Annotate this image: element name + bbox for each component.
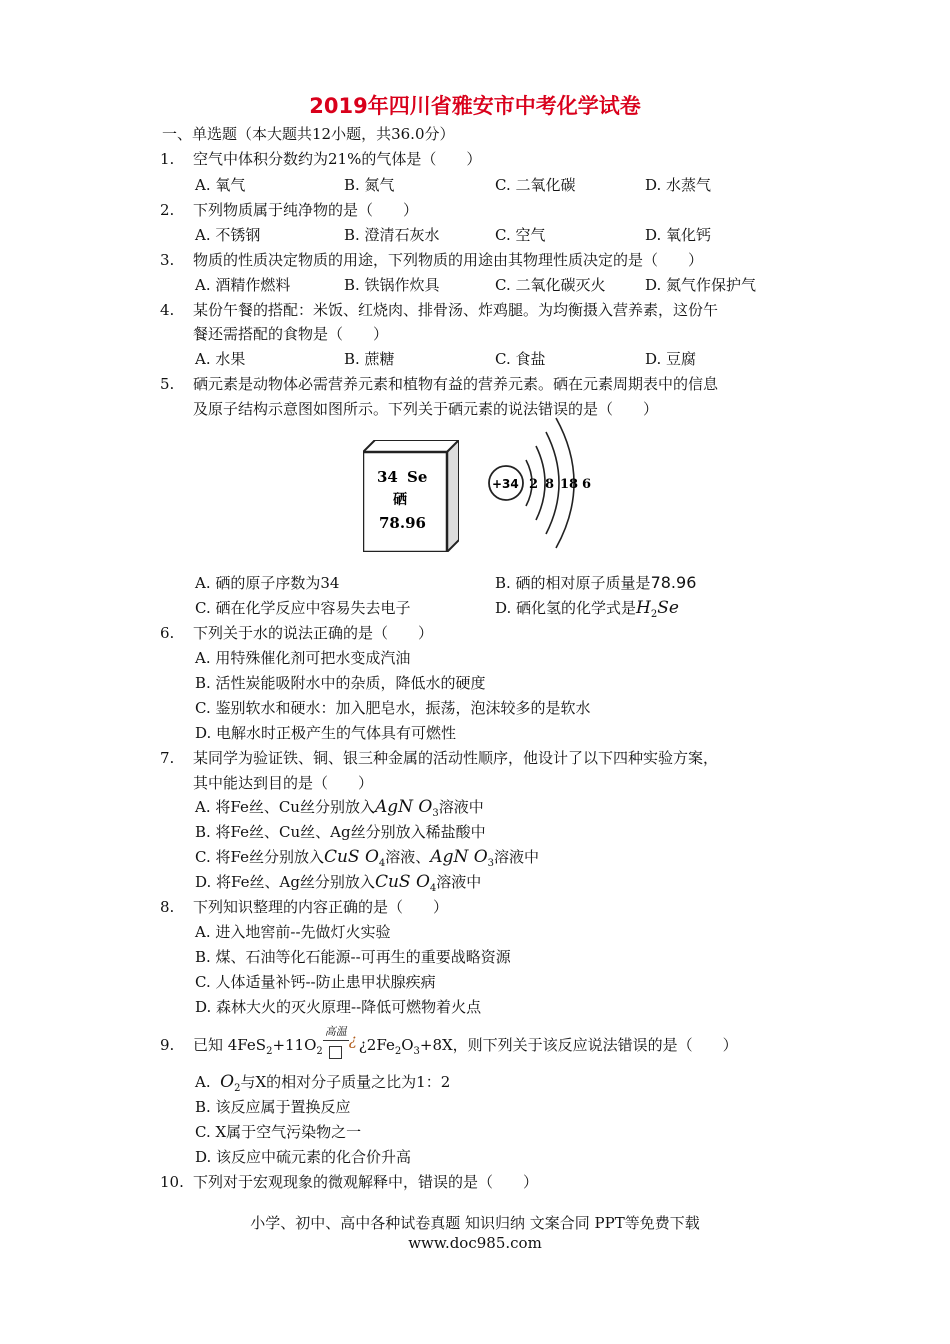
q4-option-b: B. 蔗糖 [344, 350, 395, 368]
q7-option-c: C. 将Fe丝分别放入CuS $O_4$溶液、AgN $O_3$溶液中 [195, 847, 540, 869]
q2-option-d: D. 氧化钙 [645, 226, 712, 244]
exam-title: 2019年四川省雅安市中考化学试卷 [309, 94, 641, 118]
q3-option-b: B. 铁锅作炊具 [344, 276, 440, 294]
q3-number: 3. [160, 251, 175, 269]
q8-option-a: A. 进入地窖前--先做灯火实验 [195, 923, 391, 941]
element-atomic-number: 34 [377, 468, 398, 486]
shell-1-electrons: 2 [529, 477, 539, 492]
element-name: 硒 [393, 492, 407, 508]
q4-stem-line1: 某份午餐的搭配：米饭、红烧肉、排骨汤、炸鸡腿。为均衡摄入营养素，这份午 [193, 301, 719, 319]
nucleus-charge: +34 [492, 477, 519, 491]
q1-option-c: C. 二氧化碳 [495, 176, 576, 194]
section-heading: 一、单选题（本大题共12小题，共36.0分） [162, 125, 455, 143]
q7-option-d: D. 将Fe丝、Ag丝分别放入CuS $O_4$溶液中 [195, 872, 482, 894]
q3-option-d: D. 氮气作保护气 [645, 276, 757, 294]
q5-option-a: A. 硒的原子序数为34 [195, 574, 340, 592]
q5-stem-line2: 及原子结构示意图如图所示。下列关于硒元素的说法错误的是（ ） [193, 400, 659, 418]
q7-option-a: A. 将Fe丝、Cu丝分别放入AgN $O_3$溶液中 [195, 797, 484, 819]
q3-stem: 物质的性质决定物质的用途，下列物质的用途由其物理性质决定的是（ ） [193, 251, 704, 269]
q6-option-d: D. 电解水时正极产生的气体具有可燃性 [195, 724, 457, 742]
q1-stem: 空气中体积分数约为21%的气体是（ ） [193, 150, 482, 168]
q7-stem-line2: 其中能达到目的是（ ） [193, 774, 374, 792]
q2-number: 2. [160, 201, 175, 219]
q8-stem: 下列知识整理的内容正确的是（ ） [193, 898, 449, 916]
q8-option-d: D. 森林大火的灭火原理--降低可燃物着火点 [195, 998, 482, 1016]
q1-number: 1. [160, 150, 175, 168]
q2-option-b: B. 澄清石灰水 [344, 226, 440, 244]
q5-option-b: B. 硒的相对原子质量是78.96 [495, 573, 697, 592]
q1-option-b: B. 氮气 [344, 176, 395, 194]
q6-stem: 下列关于水的说法正确的是（ ） [193, 624, 434, 642]
q9-option-c: C. X属于空气污染物之一 [195, 1123, 362, 1141]
q8-option-c: C. 人体适量补钙--防止患甲状腺疾病 [195, 973, 436, 991]
q7-option-b: B. 将Fe丝、Cu丝、Ag丝分别放入稀盐酸中 [195, 823, 486, 841]
q4-option-a: A. 水果 [195, 350, 246, 368]
q9-option-a: A. $O_2$与X的相对分子质量之比为1：2 [195, 1072, 451, 1094]
q9-stem: 已知 $4FeS_2+11O_2$ 高温 ¿ ¿$2Fe_2O_3+8X$，则下列关于该反应说法错误的是（ ） [193, 1025, 738, 1057]
element-symbol: Se [407, 468, 428, 486]
q5-option-d: D. 硒化氢的化学式是$H_2Se$ [495, 598, 679, 620]
element-tile-figure [363, 440, 459, 552]
q1-option-a: A. 氧气 [195, 176, 246, 194]
q4-option-c: C. 食盐 [495, 350, 546, 368]
footer-text: 小学、初中、高中各种试卷真题 知识归纳 文案合同 PPT等免费下载 [250, 1214, 700, 1232]
q4-number: 4. [160, 301, 175, 319]
q7-stem-line1: 某同学为验证铁、铜、银三种金属的活动性顺序，他设计了以下四种实验方案， [193, 749, 719, 767]
shell-2-electrons: 8 [545, 477, 555, 492]
q6-option-c: C. 鉴别软水和硬水：加入肥皂水，振荡，泡沫较多的是软水 [195, 699, 591, 717]
q4-option-d: D. 豆腐 [645, 350, 697, 368]
q6-number: 6. [160, 624, 175, 642]
element-mass: 78.96 [379, 514, 426, 532]
q6-option-a: A. 用特殊催化剂可把水变成汽油 [195, 649, 411, 667]
reaction-condition: 高温 ¿ [323, 1036, 359, 1056]
q9-option-d: D. 该反应中硫元素的化合价升高 [195, 1148, 412, 1166]
q10-number: 10. [160, 1173, 184, 1191]
atom-structure-figure [482, 416, 602, 556]
q8-option-b: B. 煤、石油等化石能源--可再生的重要战略资源 [195, 948, 511, 966]
footer-url[interactable]: www.doc985.com [408, 1234, 542, 1252]
q2-stem: 下列物质属于纯净物的是（ ） [193, 201, 419, 219]
q2-option-a: A. 不锈钢 [195, 226, 261, 244]
q6-option-b: B. 活性炭能吸附水中的杂质，降低水的硬度 [195, 674, 486, 692]
q8-number: 8. [160, 898, 175, 916]
q1-option-d: D. 水蒸气 [645, 176, 712, 194]
shell-4-electrons: 6 [582, 477, 592, 492]
q9-option-b: B. 该反应属于置换反应 [195, 1098, 351, 1116]
q3-option-a: A. 酒精作燃料 [195, 276, 291, 294]
shell-3-electrons: 18 [560, 477, 579, 492]
q4-stem-line2: 餐还需搭配的食物是（ ） [193, 325, 389, 343]
q9-number: 9. [160, 1036, 175, 1054]
q5-option-c: C. 硒在化学反应中容易失去电子 [195, 599, 411, 617]
q3-option-c: C. 二氧化碳灭火 [495, 276, 606, 294]
q10-stem: 下列对于宏观现象的微观解释中，错误的是（ ） [193, 1173, 539, 1191]
q7-number: 7. [160, 749, 175, 767]
q5-stem-line1: 硒元素是动物体必需营养元素和植物有益的营养元素。硒在元素周期表中的信息 [193, 375, 719, 393]
q2-option-c: C. 空气 [495, 226, 546, 244]
q5-number: 5. [160, 375, 175, 393]
